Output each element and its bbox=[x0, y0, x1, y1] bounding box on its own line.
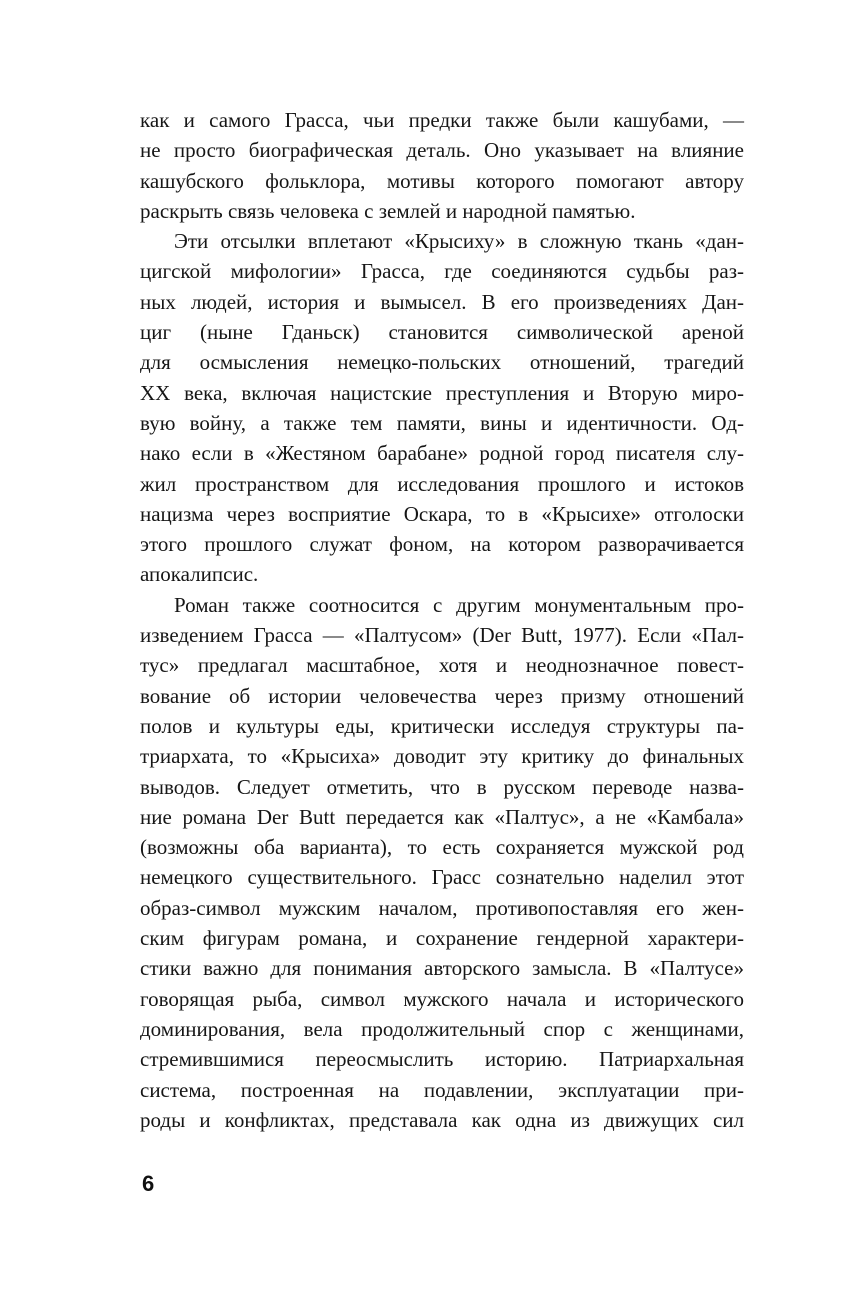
text-line: выводов. Следует отметить, что в русском переводе назва- bbox=[140, 774, 744, 799]
text-line: Эти отсылки вплетают «Крысиху» в сложную ткань «дан- bbox=[174, 229, 744, 254]
text-line: ским фигурам романа, и сохранение гендерной характери- bbox=[140, 926, 744, 951]
text-column bbox=[140, 105, 744, 1135]
text-line: триархата, то «Крысиха» доводит эту критику до финальных bbox=[140, 744, 744, 769]
text-line: изведением Грасса — «Палтусом» (Der Butt, 1977). Если «Пал- bbox=[140, 623, 744, 648]
text-line: апокалипсис. bbox=[140, 562, 259, 587]
text-line: говорящая рыба, символ мужского начала и исторического bbox=[140, 986, 744, 1011]
text-line: ние романа Der Butt передается как «Палтус», а не «Камбала» bbox=[140, 804, 744, 829]
paragraph bbox=[140, 105, 744, 226]
text-line: раскрыть связь человека с землей и народной памятью. bbox=[140, 198, 636, 223]
text-line: XX века, включая нацистские преступления и Вторую миро- bbox=[140, 380, 744, 405]
text-line: стики важно для понимания авторского замысла. В «Палтусе» bbox=[140, 956, 744, 981]
text-line: стремившимися переосмыслить историю. Патриархальная bbox=[140, 1047, 744, 1072]
paragraph bbox=[140, 226, 744, 590]
paragraph bbox=[140, 590, 744, 1135]
text-line: не просто биографическая деталь. Оно указывает на влияние bbox=[140, 138, 744, 163]
text-line: Роман также соотносится с другим монументальным про- bbox=[174, 592, 744, 617]
text-line: тус» предлагал масштабное, хотя и неоднозначное повест- bbox=[140, 653, 744, 678]
text-line: полов и культуры еды, критически исследуя структуры па- bbox=[140, 713, 744, 738]
text-line: система, построенная на подавлении, эксплуатации при- bbox=[140, 1077, 744, 1102]
page-number: 6 bbox=[142, 1171, 155, 1196]
text-line: роды и конфликтах, представала как одна из движущих сил bbox=[140, 1107, 744, 1132]
text-line: немецкого существительного. Грасс сознательно наделил этот bbox=[140, 865, 744, 890]
text-line: кашубского фольклора, мотивы которого помогают автору bbox=[140, 168, 744, 193]
text-line: цигской мифологии» Грасса, где соединяются судьбы раз- bbox=[140, 259, 744, 284]
text-line: нацизма через восприятие Оскара, то в «Крысихе» отголоски bbox=[140, 501, 744, 526]
text-line: доминирования, вела продолжительный спор с женщинами, bbox=[140, 1016, 744, 1041]
text-line: циг (ныне Гданьск) становится символической ареной bbox=[140, 320, 744, 345]
text-line: вование об истории человечества через призму отношений bbox=[140, 683, 744, 708]
text-line: для осмысления немецко-польских отношений, трагедий bbox=[140, 350, 744, 375]
text-line: как и самого Грасса, чьи предки также были кашубами, — bbox=[140, 108, 744, 132]
text-line: ных людей, история и вымысел. В его произведениях Дан- bbox=[140, 289, 744, 314]
text-line: жил пространством для исследования прошлого и истоков bbox=[140, 471, 744, 496]
text-line: этого прошлого служат фоном, на котором разворачивается bbox=[140, 532, 744, 557]
text-line: вую войну, а также тем памяти, вины и идентичности. Од- bbox=[140, 410, 744, 435]
text-line: (возможны оба варианта), то есть сохраняется мужской род bbox=[140, 835, 744, 860]
text-line: нако если в «Жестяном барабане» родной город писателя слу- bbox=[140, 441, 744, 466]
text-line: образ-символ мужским началом, противопоставляя его жен- bbox=[140, 895, 744, 920]
